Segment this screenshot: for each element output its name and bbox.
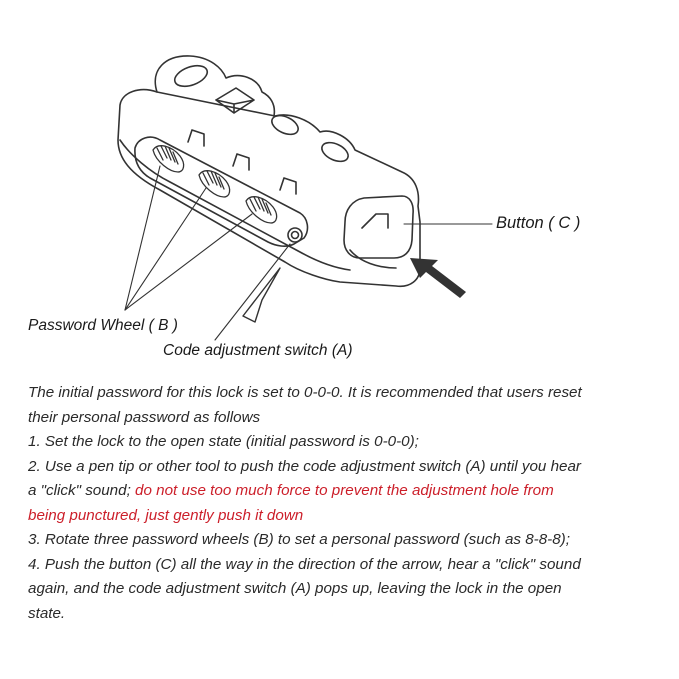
leader-wheel-1: [125, 166, 160, 310]
step-4-continued: again, and the code adjustment switch (A) pops up, leaving the lock in the open: [28, 580, 562, 597]
shackle-diamond-icon: [216, 88, 254, 113]
code-switch-label: Code adjustment switch (A): [163, 342, 353, 359]
password-wheel-label: Password Wheel ( B ): [28, 317, 178, 334]
wheel-window: [135, 137, 308, 246]
lock-body: [118, 90, 420, 287]
shackle-slot: [172, 62, 210, 91]
leader-wheel-3: [125, 214, 252, 310]
step-4-continued: state.: [28, 604, 66, 622]
step-1: 1. Set the lock to the open state (initial password is 0-0-0);: [28, 433, 419, 450]
password-wheel-3: [246, 197, 277, 223]
step-4: 4. Push the button (C) all the way in the direction of the arrow, hear a "click" sound: [28, 555, 581, 573]
step-2: 2. Use a pen tip or other tool to push the code adjustment switch (A) until you hear: [28, 457, 581, 475]
step-2-text: a "click" sound;: [28, 482, 136, 499]
arrow-icon: [410, 258, 466, 298]
intro-line: their personal password as follows: [28, 408, 261, 426]
step-2-warning-continued: being punctured, just gently push it down: [28, 506, 304, 524]
intro-line: The initial password for this lock is set to 0-0-0. It is recommended that users reset: [28, 384, 582, 401]
step-3: 3. Rotate three password wheels (B) to set a personal password (such as 8-8-8);: [28, 531, 570, 548]
button-c: [344, 196, 413, 258]
leader-switch: [215, 244, 290, 340]
lock-shackle: [155, 56, 274, 116]
code-switch-hole: [288, 228, 302, 242]
step-2-warning: do not use too much force to prevent the adjustment hole from: [135, 482, 554, 499]
button-c-label: Button ( C ): [496, 214, 581, 232]
pen-tool-icon: [243, 268, 280, 322]
instructions-block: [28, 381, 668, 626]
leader-wheel-2: [125, 188, 206, 310]
step-2-continued: [28, 479, 668, 504]
